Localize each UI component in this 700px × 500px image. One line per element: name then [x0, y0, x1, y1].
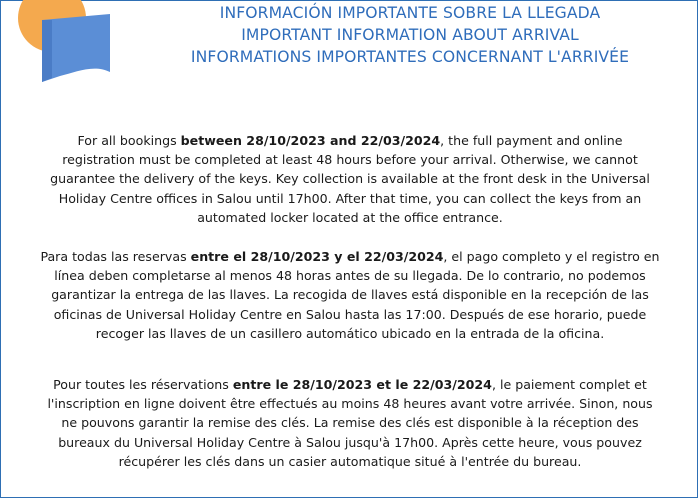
date-range-bold: between 28/10/2023 and 22/03/2024 [180, 133, 441, 148]
date-range-bold: entre le 28/10/2023 et le 22/03/2024 [232, 377, 492, 392]
date-range-bold: entre el 28/10/2023 y el 22/03/2024 [190, 249, 444, 264]
paragraph-spanish [40, 247, 660, 343]
paragraph-text: Pour toutes les réservations [53, 377, 233, 392]
flag-icon [42, 14, 110, 82]
paragraph-text: , the full payment and online registration must be completed at least 48 hours before your arrival. Otherwise, we cannot guarantee the delivery of the keys. Key collection is available at the front desk in the Universal Holiday Centre offices in Salou until 17h00. After that time, you can collect the keys from an automated locker located at the office entrance. [50, 133, 650, 225]
paragraph-text: , el pago completo y el registro en línea deben completarse al menos 48 horas antes de su llegada. De lo contrario, no podemos garantizar la entrega de las llaves. La recogida de llaves está disponible en la recepción de las oficinas de Universal Holiday Centre en Salou hasta las 17:00. Después de ese horario, puede recoger las llaves de un casillero automático ubicado en la entrada de la oficina. [51, 249, 660, 341]
paragraph-english [40, 131, 660, 227]
paragraph-french [40, 375, 660, 471]
arrival-info-header [150, 2, 670, 68]
header-line-fr: INFORMATIONS IMPORTANTES CONCERNANT L'ARRIVÉE [190, 48, 630, 66]
header-line-es: INFORMACIÓN IMPORTANTE SOBRE LA LLEGADA [219, 4, 601, 22]
sun-and-flag-logo [14, 0, 114, 84]
paragraph-text: , le paiement complet et l'inscription en ligne doivent être effectués au moins 48 heures avant votre arrivée. Sinon, nous ne pouvons garantir la remise des clés. La remise des clés est disponible à la réception des bureaux du Universal Holiday Centre à Salou jusqu'à 17h00. Après cette heure, vous pouvez récupérer les clés dans un casier automatique situé à l'entrée du bureau. [47, 377, 653, 469]
header-line-en: IMPORTANT INFORMATION ABOUT ARRIVAL [241, 26, 579, 44]
paragraph-text: For all bookings [77, 133, 181, 148]
paragraph-text: Para todas las reservas [40, 249, 191, 264]
